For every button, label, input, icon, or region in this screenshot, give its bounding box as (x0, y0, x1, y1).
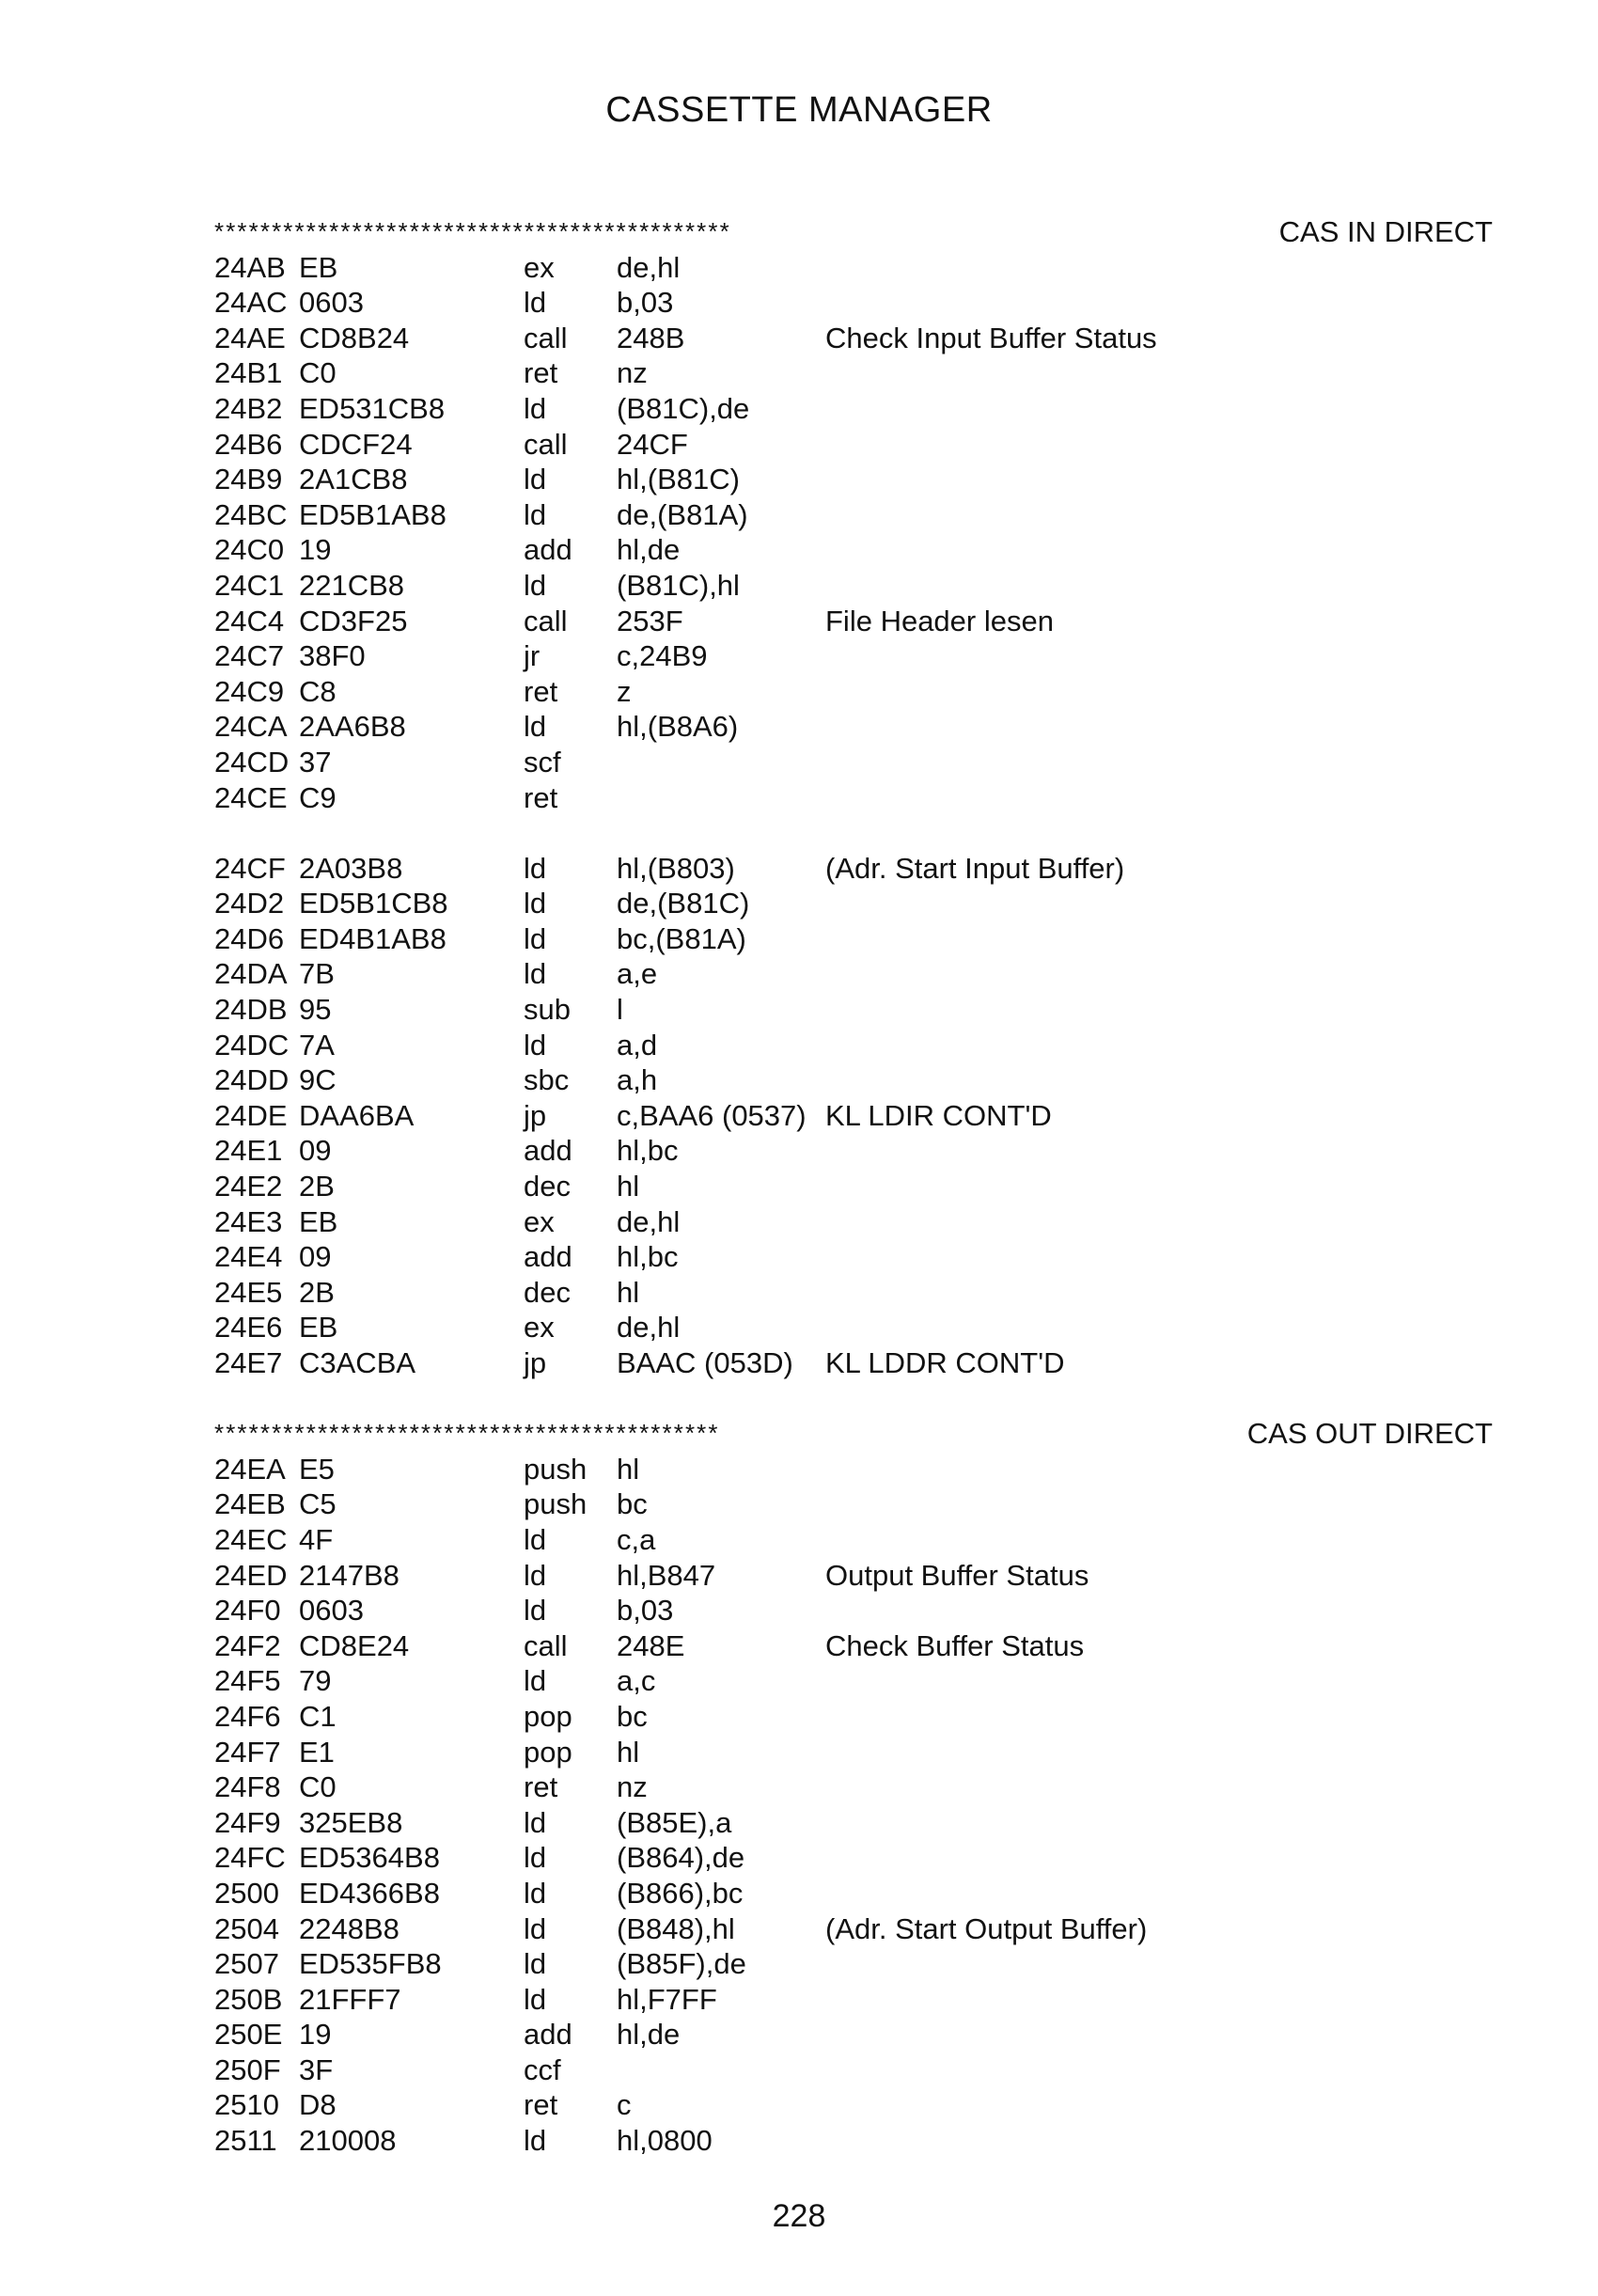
operand: hl,(B8A6) (617, 710, 739, 744)
mnemonic: ld (524, 957, 547, 991)
mnemonic: pop (524, 1735, 572, 1769)
operand: (B85F),de (617, 1947, 746, 1981)
section-label: CAS IN DIRECT (1278, 215, 1493, 248)
code-line (214, 1169, 1493, 1204)
address: 24AC (214, 286, 288, 320)
code-line (214, 1982, 1493, 2018)
mnemonic: ld (524, 1594, 547, 1628)
hex-bytes: C8 (299, 674, 337, 708)
code-line (214, 1593, 1493, 1628)
section-gap (214, 1381, 1493, 1417)
mnemonic: ld (524, 1028, 547, 1062)
comment: (Adr. Start Output Buffer) (825, 1911, 1148, 1945)
address: 24F6 (214, 1699, 281, 1733)
mnemonic: ret (524, 1770, 558, 1804)
hex-bytes: 2A1CB8 (299, 463, 408, 496)
address: 24CD (214, 745, 290, 778)
hex-bytes: E1 (299, 1735, 335, 1769)
mnemonic: call (524, 1628, 568, 1662)
mnemonic: scf (524, 745, 561, 778)
hex-bytes: C3ACBA (299, 1346, 416, 1379)
address: 250E (214, 2018, 283, 2052)
hex-bytes: 3F (299, 2052, 334, 2086)
mnemonic: ret (524, 674, 558, 708)
address: 24AE (214, 321, 286, 354)
hex-bytes: ED4B1AB8 (299, 921, 446, 955)
hex-bytes: 2147B8 (299, 1558, 400, 1592)
address: 24DA (214, 957, 288, 991)
address: 24C4 (214, 604, 285, 637)
hex-bytes: 2248B8 (299, 1911, 400, 1945)
code-line (214, 851, 1493, 887)
operand: bc,(B81A) (617, 921, 746, 955)
code-line (214, 674, 1493, 710)
comment: Output Buffer Status (825, 1558, 1089, 1592)
code-line (214, 1805, 1493, 1841)
code-line (214, 1840, 1493, 1876)
mnemonic: ld (524, 286, 547, 320)
hex-bytes: C5 (299, 1487, 337, 1521)
comment: KL LDDR CONT'D (825, 1346, 1065, 1379)
comment: Check Buffer Status (825, 1628, 1085, 1662)
comment: KL LDIR CONT'D (825, 1098, 1052, 1132)
hex-bytes: 09 (299, 1240, 332, 1274)
code-line (214, 497, 1493, 533)
code-line (214, 1239, 1493, 1275)
hex-bytes: CD3F25 (299, 604, 408, 637)
address: 24E1 (214, 1134, 283, 1168)
hex-bytes: 0603 (299, 1594, 364, 1628)
address: 24B9 (214, 463, 283, 496)
address: 250B (214, 1982, 283, 2016)
code-line (214, 1204, 1493, 1240)
address: 24F2 (214, 1628, 281, 1662)
address: 24E6 (214, 1311, 283, 1345)
code-line (214, 956, 1493, 992)
operand: z (617, 674, 632, 708)
address: 24FC (214, 1841, 286, 1875)
mnemonic: ccf (524, 2052, 561, 2086)
operand: a,d (617, 1028, 658, 1062)
code-line (214, 391, 1493, 427)
operand: c,BAA6 (0537) (617, 1098, 807, 1132)
mnemonic: ex (524, 250, 555, 284)
section-label: CAS OUT DIRECT (1246, 1417, 1493, 1451)
separator-stars: ******************************************** (214, 1419, 720, 1448)
mnemonic: jr (524, 639, 540, 673)
code-line (214, 921, 1493, 957)
hex-bytes: ED531CB8 (299, 391, 446, 425)
code-line (214, 2087, 1493, 2123)
section-separator (214, 214, 1493, 250)
operand: a,e (617, 957, 658, 991)
address: 24D6 (214, 921, 285, 955)
code-line (214, 1275, 1493, 1311)
operand: de,hl (617, 250, 681, 284)
hex-bytes: ED5B1AB8 (299, 497, 446, 531)
operand: hl,(B803) (617, 851, 735, 885)
hex-bytes: 21FFF7 (299, 1982, 401, 2016)
hex-bytes: 325EB8 (299, 1805, 403, 1839)
address: 24E5 (214, 1275, 283, 1309)
code-line (214, 321, 1493, 356)
mnemonic: ld (524, 497, 547, 531)
code-line (214, 355, 1493, 391)
operand: nz (617, 356, 648, 390)
hex-bytes: E5 (299, 1452, 335, 1486)
operand: 24CF (617, 427, 688, 461)
code-line (214, 1628, 1493, 1664)
address: 2500 (214, 1876, 279, 1910)
hex-bytes: 2AA6B8 (299, 710, 406, 744)
operand: de,(B81A) (617, 497, 748, 531)
mnemonic: ld (524, 1841, 547, 1875)
mnemonic: ex (524, 1204, 555, 1238)
mnemonic: dec (524, 1275, 571, 1309)
hex-bytes: ED4366B8 (299, 1876, 440, 1910)
mnemonic: ld (524, 1982, 547, 2016)
address: 24C7 (214, 639, 285, 673)
mnemonic: add (524, 1134, 572, 1168)
address: 24D2 (214, 887, 285, 920)
address: 24CA (214, 710, 288, 744)
code-line (214, 1098, 1493, 1134)
address: 24F5 (214, 1664, 281, 1698)
address: 24E4 (214, 1240, 283, 1274)
address: 24EB (214, 1487, 286, 1521)
mnemonic: ld (524, 710, 547, 744)
code-line (214, 532, 1493, 568)
mnemonic: dec (524, 1170, 571, 1203)
mnemonic: push (524, 1487, 588, 1521)
address: 24C0 (214, 533, 285, 567)
address: 2504 (214, 1911, 279, 1945)
code-line (214, 638, 1493, 674)
mnemonic: jp (524, 1098, 547, 1132)
mnemonic: pop (524, 1699, 572, 1733)
operand: de,hl (617, 1204, 681, 1238)
operand: nz (617, 1770, 648, 1804)
code-line (214, 2017, 1493, 2052)
code-line (214, 462, 1493, 497)
hex-bytes: C1 (299, 1699, 337, 1733)
code-line (214, 285, 1493, 321)
address: 24B1 (214, 356, 283, 390)
mnemonic: ld (524, 887, 547, 920)
code-line (214, 1558, 1493, 1594)
mnemonic: sbc (524, 1063, 570, 1097)
operand: hl (617, 1735, 640, 1769)
hex-bytes: C0 (299, 356, 337, 390)
hex-bytes: 79 (299, 1664, 332, 1698)
operand: bc (617, 1699, 648, 1733)
code-line (214, 1133, 1493, 1169)
code-line (214, 2123, 1493, 2159)
operand: (B864),de (617, 1841, 745, 1875)
code-line (214, 604, 1493, 639)
hex-bytes: 38F0 (299, 639, 366, 673)
mnemonic: ld (524, 568, 547, 602)
operand: (B81C),hl (617, 568, 740, 602)
mnemonic: ld (524, 1805, 547, 1839)
code-line (214, 1062, 1493, 1098)
comment: File Header lesen (825, 604, 1054, 637)
mnemonic: ld (524, 1876, 547, 1910)
operand: 248E (617, 1628, 685, 1662)
hex-bytes: CD8B24 (299, 321, 410, 354)
page-number: 228 (772, 2198, 826, 2234)
operand: de,(B81C) (617, 887, 750, 920)
address: 24E7 (214, 1346, 283, 1379)
operand: c,24B9 (617, 639, 708, 673)
operand: hl,F7FF (617, 1982, 717, 2016)
address: 24C9 (214, 674, 285, 708)
code-line (214, 1911, 1493, 1947)
operand: b,03 (617, 1594, 674, 1628)
mnemonic: add (524, 1240, 572, 1274)
comment: (Adr. Start Input Buffer) (825, 851, 1125, 885)
address: 24B6 (214, 427, 283, 461)
address: 24F7 (214, 1735, 281, 1769)
operand: (B848),hl (617, 1911, 735, 1945)
hex-bytes: EB (299, 250, 338, 284)
hex-bytes: 210008 (299, 2124, 397, 2158)
hex-bytes: ED5B1CB8 (299, 887, 448, 920)
hex-bytes: 09 (299, 1134, 332, 1168)
address: 24EA (214, 1452, 286, 1486)
address: 24F9 (214, 1805, 281, 1839)
address: 24EC (214, 1522, 288, 1556)
operand: BAAC (053D) (617, 1346, 793, 1379)
hex-bytes: CD8E24 (299, 1628, 410, 1662)
hex-bytes: CDCF24 (299, 427, 413, 461)
mnemonic: jp (524, 1346, 547, 1379)
operand: 248B (617, 321, 685, 354)
assembly-listing (214, 214, 1493, 2159)
code-line (214, 568, 1493, 604)
mnemonic: ld (524, 2124, 547, 2158)
mnemonic: ld (524, 391, 547, 425)
address: 24AB (214, 250, 286, 284)
operand: hl (617, 1452, 640, 1486)
hex-bytes: 7A (299, 1028, 335, 1062)
address: 24DE (214, 1098, 288, 1132)
page-title: CASSETTE MANAGER (605, 90, 993, 130)
code-line (214, 1028, 1493, 1063)
code-line (214, 780, 1493, 816)
code-line (214, 1735, 1493, 1770)
operand: hl,0800 (617, 2124, 713, 2158)
mnemonic: add (524, 2018, 572, 2052)
operand: c,a (617, 1522, 656, 1556)
address: 24C1 (214, 568, 285, 602)
code-line (214, 250, 1493, 286)
operand: de,hl (617, 1311, 681, 1345)
code-line (214, 1769, 1493, 1805)
hex-bytes: ED535FB8 (299, 1947, 442, 1981)
address: 24B2 (214, 391, 283, 425)
code-line (214, 2052, 1493, 2088)
operand: 253F (617, 604, 683, 637)
hex-bytes: C0 (299, 1770, 337, 1804)
mnemonic: ld (524, 921, 547, 955)
operand: hl,bc (617, 1240, 679, 1274)
mnemonic: push (524, 1452, 588, 1486)
operand: hl (617, 1170, 640, 1203)
operand: hl,B847 (617, 1558, 716, 1592)
operand: hl (617, 1275, 640, 1309)
address: 2507 (214, 1947, 279, 1981)
mnemonic: ret (524, 356, 558, 390)
hex-bytes: EB (299, 1204, 338, 1238)
mnemonic: ld (524, 1522, 547, 1556)
hex-bytes: 7B (299, 957, 335, 991)
mnemonic: ld (524, 1664, 547, 1698)
address: 2510 (214, 2088, 279, 2122)
operand: (B85E),a (617, 1805, 732, 1839)
mnemonic: call (524, 427, 568, 461)
hex-bytes: 2A03B8 (299, 851, 403, 885)
code-line (214, 1663, 1493, 1699)
hex-bytes: 19 (299, 2018, 332, 2052)
address: 24F0 (214, 1594, 281, 1628)
hex-bytes: 9C (299, 1063, 337, 1097)
hex-bytes: 0603 (299, 286, 364, 320)
section-separator (214, 1416, 1493, 1452)
code-line (214, 886, 1493, 921)
address: 24DC (214, 1028, 290, 1062)
block-gap (214, 815, 1493, 851)
mnemonic: ret (524, 780, 558, 814)
mnemonic: ld (524, 851, 547, 885)
hex-bytes: 4F (299, 1522, 334, 1556)
code-line (214, 1310, 1493, 1345)
address: 24E2 (214, 1170, 283, 1203)
code-line (214, 1452, 1493, 1487)
code-line (214, 1486, 1493, 1522)
code-line (214, 1345, 1493, 1381)
mnemonic: ld (524, 463, 547, 496)
operand: c (617, 2088, 632, 2122)
address: 24CF (214, 851, 286, 885)
hex-bytes: 2B (299, 1275, 335, 1309)
mnemonic: ld (524, 1911, 547, 1945)
address: 24CE (214, 780, 288, 814)
comment: Check Input Buffer Status (825, 321, 1157, 354)
mnemonic: ret (524, 2088, 558, 2122)
code-line (214, 992, 1493, 1028)
operand: hl,de (617, 533, 681, 567)
mnemonic: ex (524, 1311, 555, 1345)
operand: a,h (617, 1063, 658, 1097)
hex-bytes: DAA6BA (299, 1098, 415, 1132)
operand: b,03 (617, 286, 674, 320)
operand: hl,de (617, 2018, 681, 2052)
hex-bytes: 37 (299, 745, 332, 778)
code-line (214, 1876, 1493, 1911)
operand: bc (617, 1487, 648, 1521)
hex-bytes: ED5364B8 (299, 1841, 440, 1875)
operand: a,c (617, 1664, 656, 1698)
operand: (B81C),de (617, 391, 750, 425)
mnemonic: sub (524, 993, 571, 1027)
code-line (214, 1699, 1493, 1735)
hex-bytes: 95 (299, 993, 332, 1027)
operand: hl,bc (617, 1134, 679, 1168)
hex-bytes: 2B (299, 1170, 335, 1203)
hex-bytes: 221CB8 (299, 568, 405, 602)
operand: l (617, 993, 623, 1027)
address: 2511 (214, 2124, 277, 2158)
mnemonic: ld (524, 1558, 547, 1592)
hex-bytes: 19 (299, 533, 332, 567)
separator-stars: ********************************************* (214, 217, 731, 245)
code-line (214, 745, 1493, 780)
address: 24F8 (214, 1770, 281, 1804)
mnemonic: ld (524, 1947, 547, 1981)
operand: (B866),bc (617, 1876, 744, 1910)
address: 250F (214, 2052, 281, 2086)
hex-bytes: C9 (299, 780, 337, 814)
address: 24ED (214, 1558, 288, 1592)
mnemonic: add (524, 533, 572, 567)
address: 24BC (214, 497, 288, 531)
code-line (214, 1946, 1493, 1982)
code-line (214, 427, 1493, 463)
address: 24E3 (214, 1204, 283, 1238)
code-line (214, 709, 1493, 745)
operand: hl,(B81C) (617, 463, 740, 496)
address: 24DD (214, 1063, 290, 1097)
mnemonic: call (524, 321, 568, 354)
hex-bytes: EB (299, 1311, 338, 1345)
code-line (214, 1522, 1493, 1558)
hex-bytes: D8 (299, 2088, 337, 2122)
mnemonic: call (524, 604, 568, 637)
address: 24DB (214, 993, 288, 1027)
